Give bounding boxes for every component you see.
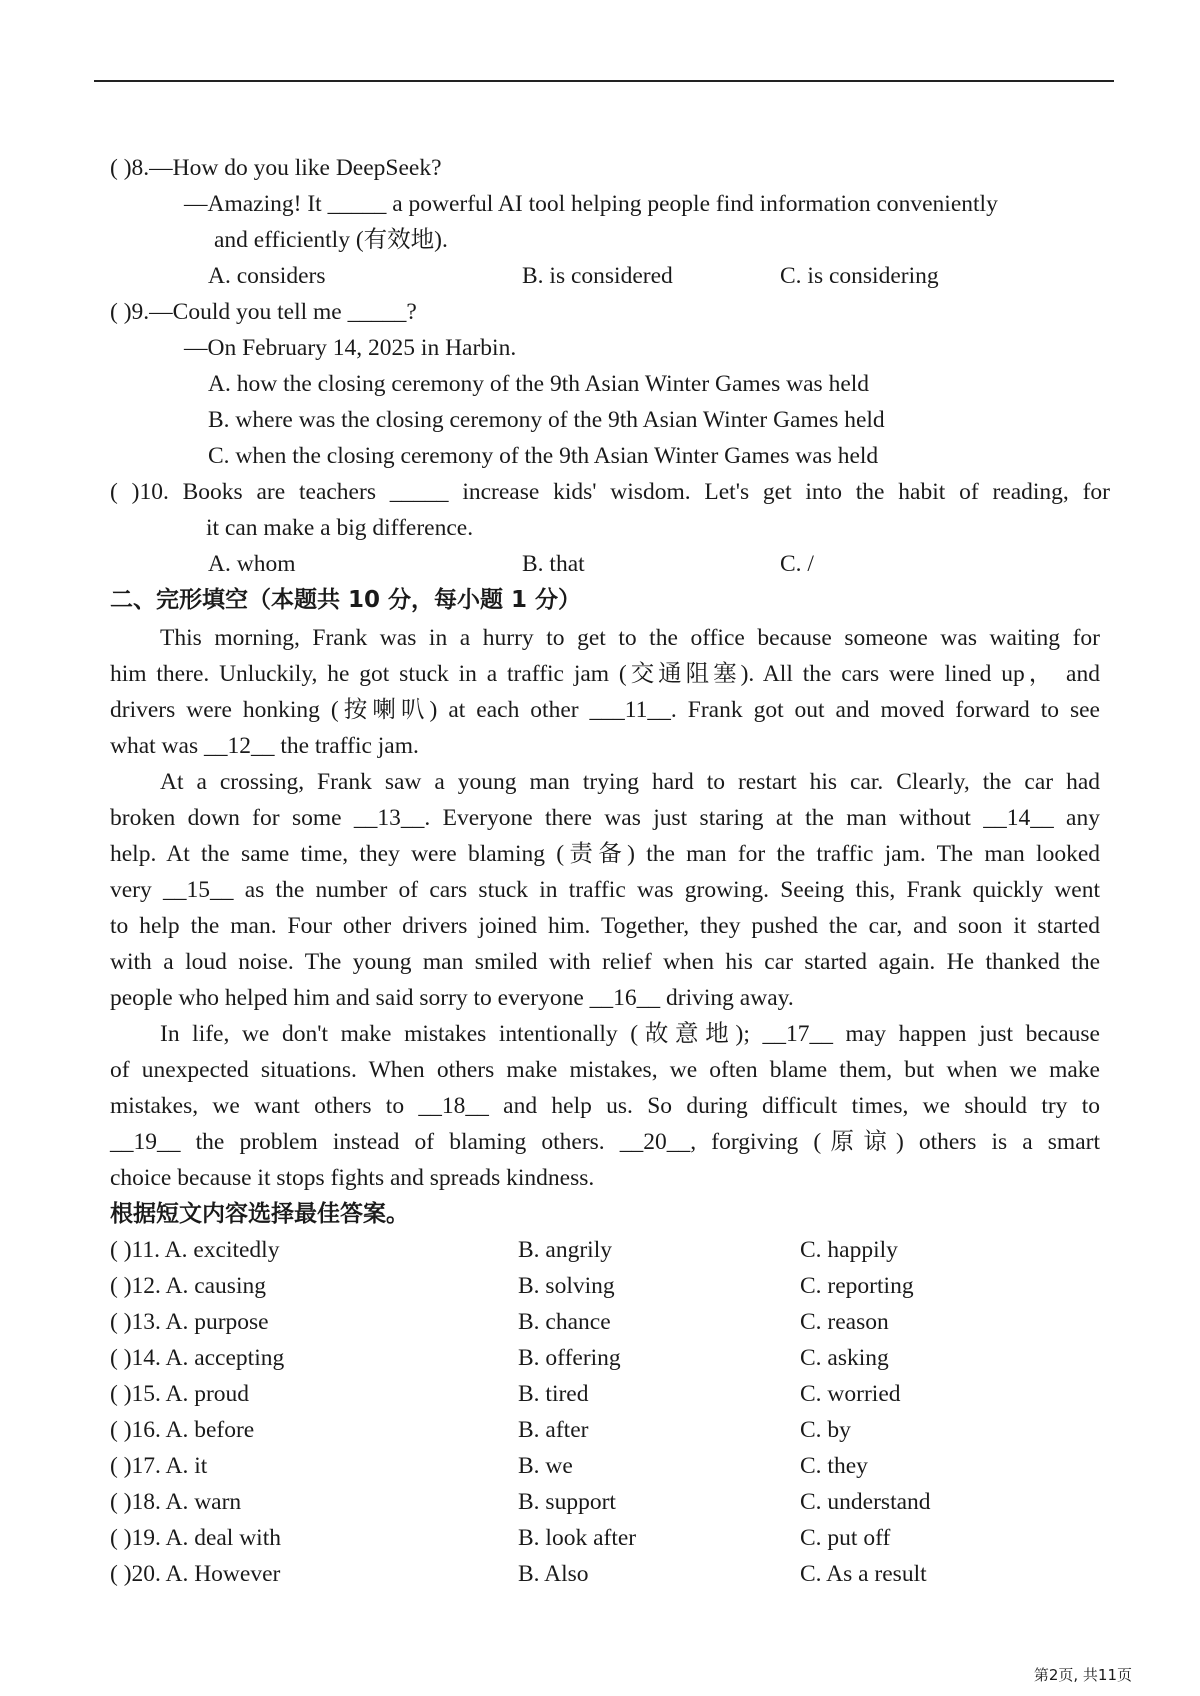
passage-line: very __15__ as the number of cars stuck in traffic was growing. Seeing this, Frank quickly went: [110, 877, 1100, 903]
q9-answer: —On February 14, 2025 in Harbin.: [184, 335, 517, 361]
option-c: C. asking: [800, 1345, 889, 1371]
passage-line: mistakes, we want others to __18__ and help us. So during difficult times, we should try to: [110, 1093, 1100, 1119]
option-b: B. angrily: [518, 1237, 612, 1263]
passage-line: people who helped him and said sorry to everyone __16__ driving away.: [110, 985, 794, 1011]
q10-stem: ( )10. Books are teachers _____ increase kids' wisdom. Let's get into the habit of reading, for: [110, 479, 1110, 505]
q8-stem: ( )8.—How do you like DeepSeek?: [110, 155, 442, 181]
q8-answer-line-2: and efficiently (有效地).: [214, 227, 448, 253]
q9-option-b: B. where was the closing ceremony of the 9th Asian Winter Games held: [208, 407, 885, 433]
header-rule: [94, 80, 1114, 82]
passage-line: This morning, Frank was in a hurry to get to the office because someone was waiting for: [160, 625, 1100, 651]
q10-option-c: C. /: [780, 551, 814, 577]
section-heading: 二、完形填空（本题共 10 分，每小题 1 分）: [110, 587, 582, 613]
option-b: B. solving: [518, 1273, 615, 1299]
question-stem: ( )19. A. deal with: [110, 1525, 281, 1551]
q8-option-b: B. is considered: [522, 263, 673, 289]
option-b: B. tired: [518, 1381, 589, 1407]
option-c: C. worried: [800, 1381, 901, 1407]
question-stem: ( )18. A. warn: [110, 1489, 242, 1515]
question-stem: ( )13. A. purpose: [110, 1309, 269, 1335]
option-c: C. by: [800, 1417, 851, 1443]
option-c: C. happily: [800, 1237, 898, 1263]
passage-line: him there. Unluckily, he got stuck in a traffic jam (交通阻塞). All the cars were lined up， and: [110, 661, 1100, 687]
question-stem: ( )14. A. accepting: [110, 1345, 285, 1371]
passage-line: __19__ the problem instead of blaming others. __20__, forgiving (原谅) others is a smart: [110, 1129, 1100, 1155]
q10-option-a: A. whom: [208, 551, 296, 577]
passage-line: help. At the same time, they were blaming (责备) the man for the traffic jam. The man looked: [110, 841, 1100, 867]
passage-line: choice because it stops fights and spreads kindness.: [110, 1165, 595, 1191]
question-stem: ( )11. A. excitedly: [110, 1237, 280, 1263]
option-b: B. after: [518, 1417, 589, 1443]
option-c: C. understand: [800, 1489, 931, 1515]
option-c: C. put off: [800, 1525, 891, 1551]
q9-stem: ( )9.—Could you tell me _____?: [110, 299, 417, 325]
option-c: C. reporting: [800, 1273, 914, 1299]
q8-option-c: C. is considering: [780, 263, 939, 289]
option-c: C. they: [800, 1453, 868, 1479]
q10-continuation: it can make a big difference.: [206, 515, 474, 541]
passage-line: At a crossing, Frank saw a young man trying hard to restart his car. Clearly, the car had: [160, 769, 1100, 795]
option-b: B. Also: [518, 1561, 589, 1587]
option-b: B. support: [518, 1489, 616, 1515]
option-b: B. look after: [518, 1525, 637, 1551]
q9-option-a: A. how the closing ceremony of the 9th Asian Winter Games was held: [208, 371, 870, 397]
q8-option-a: A. considers: [208, 263, 326, 289]
q8-answer-line-1: —Amazing! It _____ a powerful AI tool helping people find information conveniently: [184, 191, 998, 217]
passage-line: with a loud noise. The young man smiled with relief when his car started again. He thanked the: [110, 949, 1100, 975]
option-c: C. As a result: [800, 1561, 927, 1587]
passage-line: what was __12__ the traffic jam.: [110, 733, 419, 759]
passage-line: to help the man. Four other drivers joined him. Together, they pushed the car, and soon it started: [110, 913, 1100, 939]
passage-line: drivers were honking (按喇叭) at each other ___11__. Frank got out and moved forward to see: [110, 697, 1100, 723]
question-stem: ( )17. A. it: [110, 1453, 208, 1479]
instruction: 根据短文内容选择最佳答案。: [110, 1201, 409, 1227]
passage-line: In life, we don't make mistakes intentionally (故意地); __17__ may happen just because: [160, 1021, 1100, 1047]
option-b: B. offering: [518, 1345, 621, 1371]
question-stem: ( )16. A. before: [110, 1417, 255, 1443]
question-stem: ( )12. A. causing: [110, 1273, 266, 1299]
option-c: C. reason: [800, 1309, 889, 1335]
option-b: B. we: [518, 1453, 573, 1479]
question-stem: ( )20. A. However: [110, 1561, 281, 1587]
passage-line: of unexpected situations. When others make mistakes, we often blame them, but when we make: [110, 1057, 1100, 1083]
q9-option-c: C. when the closing ceremony of the 9th Asian Winter Games was held: [208, 443, 879, 469]
option-b: B. chance: [518, 1309, 611, 1335]
passage-line: broken down for some __13__. Everyone there was just staring at the man without __14__ any: [110, 805, 1100, 831]
q10-option-b: B. that: [522, 551, 585, 577]
page-number: 第2页, 共11页: [1033, 1666, 1132, 1684]
question-stem: ( )15. A. proud: [110, 1381, 250, 1407]
